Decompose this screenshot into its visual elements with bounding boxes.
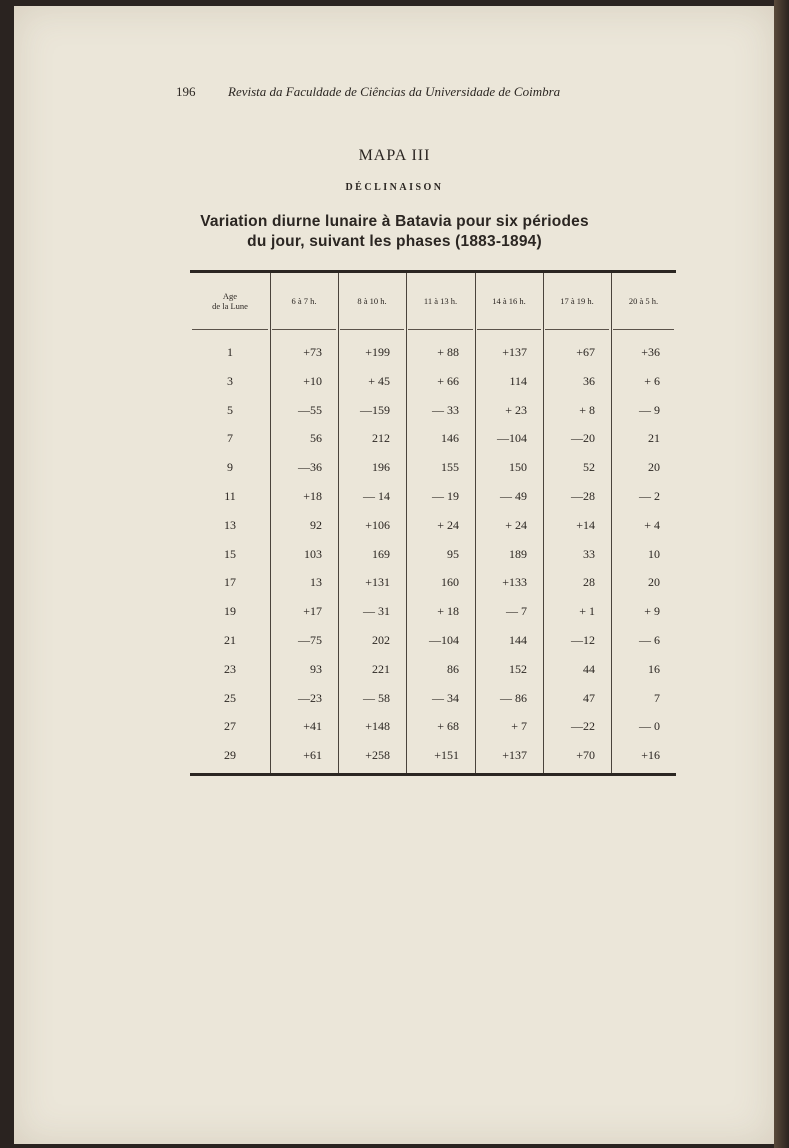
- cell-value: + 24: [437, 517, 459, 532]
- table-bottom-rule: [190, 773, 676, 776]
- header-rule: [613, 329, 674, 330]
- cell-value: 150: [509, 460, 527, 475]
- map-subtitle: DÉCLINAISON: [345, 182, 444, 193]
- cell-value: 202: [372, 633, 390, 647]
- cell-value: 21: [648, 431, 660, 446]
- cell-value: +41: [303, 719, 322, 734]
- cell-value: + 23: [505, 402, 527, 417]
- cell-age: 13: [224, 517, 236, 532]
- cell-age: 3: [227, 373, 233, 388]
- cell-value: — 31: [363, 604, 390, 619]
- cell-value: — 2: [639, 489, 660, 503]
- cell-value: + 45: [368, 373, 390, 388]
- table-row: [190, 540, 676, 568]
- cell-value: —104: [497, 431, 527, 446]
- cell-value: 56: [310, 431, 322, 446]
- cell-value: — 33: [432, 402, 459, 417]
- cell-value: + 4: [644, 517, 660, 532]
- cell-age: 29: [224, 748, 236, 763]
- table-heading-line-1: Variation diurne lunaire à Batavia pour six périodes: [200, 213, 589, 230]
- cell-value: —159: [360, 402, 390, 417]
- cell-value: 16: [648, 661, 660, 676]
- header-period: 6 à 7 h.: [291, 296, 317, 306]
- cell-value: +36: [641, 345, 660, 359]
- cell-value: +73: [303, 345, 322, 359]
- header-period: 20 à 5 h.: [628, 296, 659, 306]
- cell-value: +10: [303, 373, 322, 388]
- cell-value: 196: [372, 460, 390, 475]
- cell-value: 47: [583, 690, 595, 705]
- cell-value: +151: [434, 748, 459, 763]
- cell-value: 7: [654, 690, 660, 705]
- cell-value: +137: [502, 345, 527, 359]
- header-period: 11 à 13 h.: [423, 296, 458, 306]
- page-number: 196: [176, 84, 196, 99]
- cell-age: 27: [224, 719, 236, 734]
- cell-value: 169: [372, 546, 390, 561]
- header-rule: [477, 329, 541, 330]
- cell-value: 146: [441, 431, 459, 446]
- cell-value: +199: [365, 345, 390, 359]
- cell-value: 160: [441, 575, 459, 590]
- cell-age: 11: [224, 489, 236, 503]
- cell-value: +133: [502, 575, 527, 590]
- cell-value: + 6: [644, 373, 660, 388]
- header-rule: [272, 329, 336, 330]
- cell-value: — 0: [639, 719, 660, 734]
- cell-value: 103: [304, 546, 322, 561]
- cell-age: 5: [227, 402, 233, 417]
- cell-age: 21: [224, 633, 236, 647]
- table-row: [190, 655, 676, 683]
- table-row: [190, 712, 676, 740]
- cell-value: 144: [509, 633, 527, 647]
- table-row: [190, 684, 676, 712]
- table-heading-line-2: du jour, suivant les phases (1883-1894): [247, 233, 542, 250]
- cell-value: +16: [641, 748, 660, 763]
- cell-value: — 6: [639, 633, 660, 647]
- header-rule: [408, 329, 473, 330]
- cell-value: — 19: [432, 489, 459, 503]
- cell-value: +131: [365, 575, 390, 590]
- cell-value: +61: [303, 748, 322, 763]
- cell-value: + 68: [437, 719, 459, 734]
- cell-age: 9: [227, 460, 233, 475]
- cell-value: 221: [372, 661, 390, 676]
- cell-value: —20: [571, 431, 595, 446]
- cell-value: + 24: [505, 517, 527, 532]
- header-rule: [545, 329, 609, 330]
- cell-value: —36: [298, 460, 322, 475]
- cell-value: — 14: [363, 489, 390, 503]
- cell-value: 33: [583, 546, 595, 561]
- cell-age: 19: [224, 604, 236, 619]
- header-rule: [192, 329, 268, 330]
- cell-value: 86: [447, 661, 459, 676]
- cell-value: +148: [365, 719, 390, 734]
- cell-value: + 8: [579, 402, 595, 417]
- cell-value: 52: [583, 460, 595, 475]
- table-row: [190, 367, 676, 395]
- cell-value: 114: [509, 373, 527, 388]
- cell-value: —75: [298, 633, 322, 647]
- table-row: [190, 568, 676, 596]
- cell-value: + 9: [644, 604, 660, 619]
- cell-value: +18: [303, 489, 322, 503]
- table-row: [190, 626, 676, 654]
- cell-value: 28: [583, 575, 595, 590]
- cell-value: —104: [429, 633, 459, 647]
- cell-value: —22: [571, 719, 595, 734]
- cell-age: 7: [227, 431, 233, 446]
- cell-value: —28: [571, 489, 595, 503]
- table-row: [190, 424, 676, 452]
- cell-age: 1: [227, 345, 233, 359]
- cell-value: — 9: [639, 402, 660, 417]
- cell-age: 23: [224, 661, 236, 676]
- cell-value: 92: [310, 517, 322, 532]
- header-period: 14 à 16 h.: [492, 296, 526, 306]
- header-rule: [340, 329, 404, 330]
- cell-value: 155: [441, 460, 459, 475]
- cell-value: + 7: [511, 719, 527, 734]
- page-edge: [774, 0, 789, 1148]
- cell-value: — 86: [500, 690, 527, 705]
- cell-value: 10: [648, 546, 660, 561]
- cell-value: 152: [509, 661, 527, 676]
- header-period: 17 à 19 h.: [560, 296, 594, 306]
- header-period: 8 à 10 h.: [357, 296, 387, 306]
- table-row: [190, 396, 676, 424]
- cell-value: 212: [372, 431, 390, 446]
- cell-value: —12: [571, 633, 595, 647]
- table-row: [190, 338, 676, 366]
- cell-value: + 88: [437, 345, 459, 359]
- cell-value: —55: [298, 402, 322, 417]
- cell-value: +17: [303, 604, 322, 619]
- cell-value: + 66: [437, 373, 459, 388]
- table-row: [190, 482, 676, 510]
- journal-title: Revista da Faculdade de Ciências da Universidade de Coimbra: [228, 84, 561, 99]
- table-row: [190, 741, 676, 769]
- cell-value: 44: [583, 661, 595, 676]
- cell-value: 189: [509, 546, 527, 561]
- cell-value: 20: [648, 460, 660, 475]
- cell-value: — 58: [363, 690, 390, 705]
- header-age: Age de la Lune: [212, 291, 248, 311]
- table-row: [190, 453, 676, 481]
- cell-value: +14: [576, 517, 595, 532]
- cell-value: +106: [365, 517, 390, 532]
- cell-value: — 34: [432, 690, 459, 705]
- cell-value: —23: [298, 690, 322, 705]
- cell-value: +67: [576, 345, 595, 359]
- table-row: [190, 511, 676, 539]
- cell-value: +70: [576, 748, 595, 763]
- cell-age: 25: [224, 690, 236, 705]
- cell-value: — 49: [500, 489, 527, 503]
- cell-value: — 7: [506, 604, 527, 619]
- cell-age: 17: [224, 575, 236, 590]
- cell-value: 95: [447, 546, 459, 561]
- map-title: MAPA III: [358, 147, 431, 164]
- cell-value: 36: [583, 373, 595, 388]
- table-heading: [0, 212, 789, 252]
- cell-value: + 18: [437, 604, 459, 619]
- cell-value: 20: [648, 575, 660, 590]
- cell-value: +137: [502, 748, 527, 763]
- cell-value: + 1: [579, 604, 595, 619]
- cell-value: 93: [310, 661, 322, 676]
- cell-value: +258: [365, 748, 390, 763]
- cell-value: 13: [310, 575, 322, 590]
- cell-age: 15: [224, 546, 236, 561]
- table-row: [190, 597, 676, 625]
